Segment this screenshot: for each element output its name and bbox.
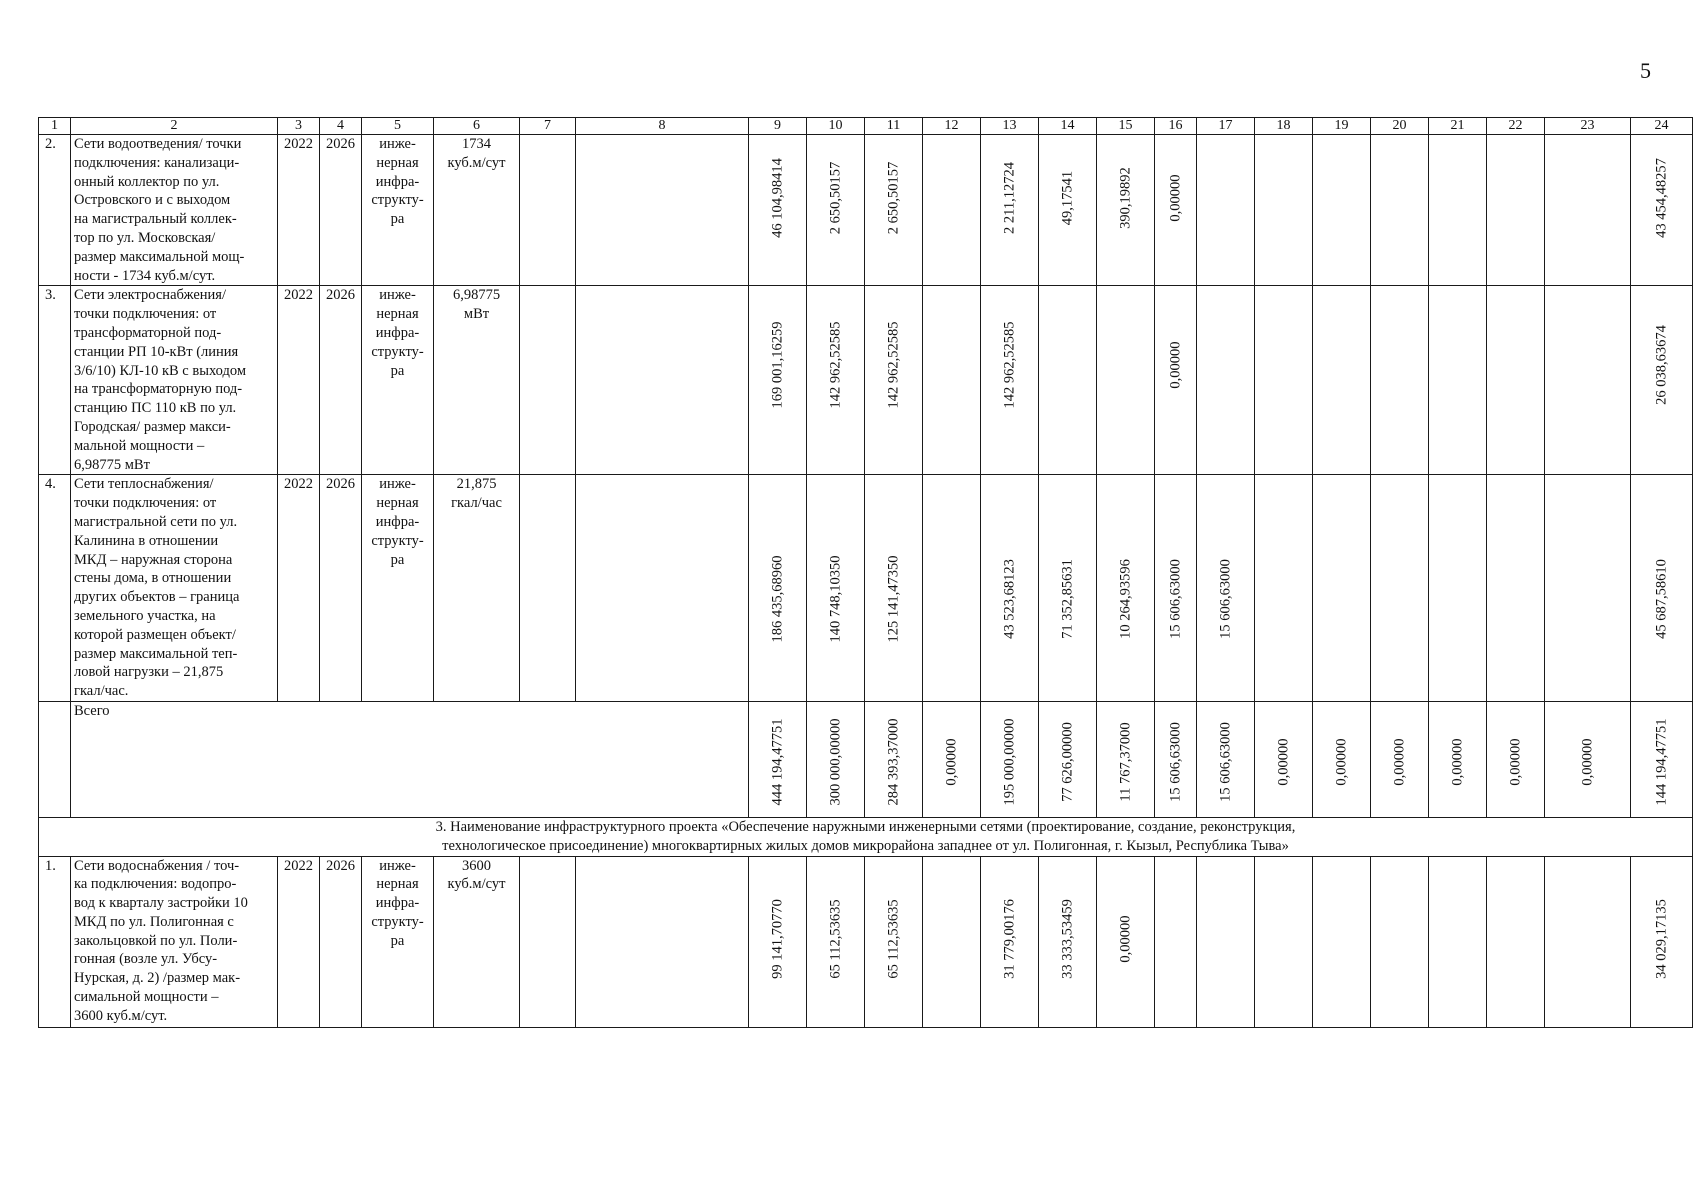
value-cell-14 [1039,856,1097,1027]
value-text: 65 112,53635 [827,898,844,979]
value-cell-13 [981,856,1039,1027]
value-text: 65 112,53635 [885,898,902,979]
capacity-line: куб.м/сут [447,154,506,171]
value-cell-10 [807,135,865,286]
capacity [434,135,520,286]
header-cell-18: 18 [1255,118,1313,135]
object-name-line: гонная (возле ул. Убсу- [74,951,218,968]
value-cell-23 [1545,856,1631,1027]
value-cell-19 [1313,475,1371,702]
object-name [71,856,278,1027]
value-text: 2 650,50157 [827,161,844,235]
total-value-text: 284 393,37000 [885,718,902,806]
infrastructure-type-line: инже- [379,857,416,874]
header-cell-15: 15 [1097,118,1155,135]
value-cell-10 [807,475,865,702]
data-row [39,856,1693,1027]
value-text: 43 523,68123 [1001,559,1018,640]
year-end: 2026 [320,856,362,1027]
total-value-cell-12 [923,701,981,817]
infrastructure-type-line: инфра- [375,895,420,912]
header-cell-17: 17 [1197,118,1255,135]
value-cell-21 [1429,286,1487,475]
value-cell-19 [1313,286,1371,475]
total-value-text: 144 194,47751 [1653,718,1670,806]
value-text: 142 962,52585 [1001,321,1018,409]
object-name-line: 6,98775 мВт [74,456,150,473]
infrastructure-table [38,117,1693,1028]
infrastructure-type-line: нерная [376,495,419,512]
col-8-cell [576,856,749,1027]
value-cell-9 [749,475,807,702]
value-cell-12 [923,475,981,702]
value-cell-24 [1631,475,1693,702]
infrastructure-type-line: структу- [371,192,424,209]
total-value-text: 0,00000 [1579,738,1596,786]
value-cell-19 [1313,135,1371,286]
object-name-line: земельного участка, на [74,607,216,624]
capacity [434,856,520,1027]
header-cell-11: 11 [865,118,923,135]
year-start: 2022 [278,475,320,702]
total-value-cell-15 [1097,701,1155,817]
row-number: 3. [39,286,71,475]
object-name [71,286,278,475]
value-text: 15 606,63000 [1167,559,1184,640]
value-cell-9 [749,286,807,475]
total-value-cell-23 [1545,701,1631,817]
value-cell-11 [865,135,923,286]
object-name-line: магистральной сети по ул. [74,513,238,530]
row-number: 2. [39,135,71,286]
object-name-line: ка подключения: водопро- [74,876,237,893]
total-value-cell-24 [1631,701,1693,817]
object-name [71,135,278,286]
object-name-line: Сети водоотведения/ точки [74,136,242,152]
total-value-cell-20 [1371,701,1429,817]
value-cell-20 [1371,856,1429,1027]
year-start: 2022 [278,856,320,1027]
object-name-line: размер максимальной мощ- [74,248,245,265]
value-text: 33 333,53459 [1059,898,1076,979]
value-text: 15 606,63000 [1217,559,1234,640]
value-cell-17 [1197,135,1255,286]
infrastructure-type-line: инфра- [375,324,420,341]
object-name-line: вод к кварталу застройки 10 [74,895,248,912]
col-7-cell [520,856,576,1027]
total-value-text: 15 606,63000 [1217,722,1234,802]
object-name-line: других объектов – граница [74,589,240,606]
value-cell-12 [923,135,981,286]
value-cell-19 [1313,856,1371,1027]
header-cell-4: 4 [320,118,362,135]
capacity-line: 6,98775 [452,287,501,304]
header-cell-5: 5 [362,118,434,135]
value-text: 71 352,85631 [1059,559,1076,640]
header-cell-24: 24 [1631,118,1693,135]
header-cell-8: 8 [576,118,749,135]
infrastructure-type-line: нерная [376,306,419,323]
object-name-line: точки подключения: от [74,495,217,512]
object-name-line: Сети теплоснабжения/ [74,476,214,493]
header-cell-10: 10 [807,118,865,135]
infrastructure-type [362,856,434,1027]
object-name-line: МКД по ул. Полигонная с [74,913,234,930]
capacity [434,286,520,475]
value-text: 49,17541 [1059,170,1076,226]
object-name-line: Островского и с выходом [74,192,231,209]
total-value-text: 15 606,63000 [1167,722,1184,802]
value-text: 31 779,00176 [1001,898,1018,979]
header-cell-3: 3 [278,118,320,135]
value-cell-13 [981,135,1039,286]
value-cell-23 [1545,286,1631,475]
object-name-line: на трансформаторную под- [74,381,243,398]
value-cell-22 [1487,856,1545,1027]
infrastructure-type-line: ра [390,362,405,379]
object-name-line: 3/6/10) КЛ-10 кВ с выходом [74,362,247,379]
section-heading [39,817,1693,856]
total-value-text: 0,00000 [1507,738,1524,786]
header-cell-6: 6 [434,118,520,135]
value-cell-11 [865,475,923,702]
total-value-cell-21 [1429,701,1487,817]
year-start: 2022 [278,286,320,475]
value-cell-10 [807,286,865,475]
year-end: 2026 [320,286,362,475]
capacity-line: куб.м/сут [447,876,506,893]
value-cell-22 [1487,475,1545,702]
infrastructure-type-line: инфра- [375,173,420,190]
table-body [39,118,1693,1028]
total-row [39,701,1693,817]
value-cell-18 [1255,856,1313,1027]
object-name-line: размер максимальной теп- [74,645,238,662]
object-name-line: стены дома, в отношении [74,570,232,587]
total-value-text: 0,00000 [1391,738,1408,786]
data-row [39,286,1693,475]
value-text: 125 141,47350 [885,555,902,643]
value-cell-23 [1545,475,1631,702]
value-cell-13 [981,286,1039,475]
value-text: 390,19892 [1117,167,1134,229]
value-cell-24 [1631,286,1693,475]
header-cell-20: 20 [1371,118,1429,135]
header-cell-16: 16 [1155,118,1197,135]
year-end: 2026 [320,475,362,702]
section-heading-line: 3. Наименование инфраструктурного проекта «Обеспечение наружными инженерными сетями (проектирование, создание, реконструкция, [435,818,1296,835]
value-cell-18 [1255,475,1313,702]
object-name-line: 3600 куб.м/сут. [74,1007,168,1024]
object-name-line: закольцовкой по ул. Поли- [74,932,238,949]
value-cell-16 [1155,286,1197,475]
value-text: 45 687,58610 [1653,559,1670,640]
value-cell-9 [749,135,807,286]
infrastructure-type-line: ра [390,932,405,949]
infrastructure-type-line: нерная [376,876,419,893]
col-7-cell [520,475,576,702]
header-cell-19: 19 [1313,118,1371,135]
value-text: 0,00000 [1167,341,1184,389]
year-end: 2026 [320,135,362,286]
object-name-line: ности - 1734 куб.м/сут. [74,267,216,284]
value-text: 26 038,63674 [1653,325,1670,406]
capacity [434,475,520,702]
infrastructure-type-line: инфра- [375,513,420,530]
infrastructure-type-line: структу- [371,343,424,360]
total-label: Всего [71,701,749,817]
value-cell-10 [807,856,865,1027]
total-value-cell-13 [981,701,1039,817]
section-heading-line: технологическое присоединение) многоквартирных жилых домов микрорайона западнее от ул. Полигонная, г. Кызыл, Республика Тыва» [442,837,1289,854]
header-cell-13: 13 [981,118,1039,135]
value-text: 43 454,48257 [1653,158,1670,238]
year-start: 2022 [278,135,320,286]
total-value-text: 0,00000 [1333,738,1350,786]
total-value-cell-19 [1313,701,1371,817]
row-number: 1. [39,856,71,1027]
object-name-line: ловой нагрузки – 21,875 [74,664,224,681]
infrastructure-type [362,475,434,702]
col-8-cell [576,286,749,475]
value-cell-17 [1197,475,1255,702]
capacity-line: 21,875 [456,476,497,493]
object-name-line: точки подключения: от [74,306,217,323]
value-cell-14 [1039,475,1097,702]
total-value-cell-18 [1255,701,1313,817]
col-8-cell [576,475,749,702]
infrastructure-type-line: ра [390,211,405,228]
value-cell-20 [1371,135,1429,286]
total-value-cell-10 [807,701,865,817]
total-value-cell-22 [1487,701,1545,817]
value-cell-24 [1631,856,1693,1027]
value-text: 99 141,70770 [769,898,786,979]
total-value-text: 0,00000 [1449,738,1466,786]
object-name-line: МКД – наружная сторона [74,551,233,568]
object-name-line: Городская/ размер макси- [74,418,231,435]
total-num-cell [39,701,71,817]
object-name-line: симальной мощности – [74,989,219,1006]
value-cell-15 [1097,286,1155,475]
header-cell-21: 21 [1429,118,1487,135]
total-value-text: 300 000,00000 [827,718,844,806]
value-text: 2 211,12724 [1001,162,1018,234]
object-name-line: станции РП 10-кВт (линия [74,343,239,360]
total-value-cell-11 [865,701,923,817]
value-text: 142 962,52585 [885,321,902,409]
header-cell-7: 7 [520,118,576,135]
value-cell-22 [1487,286,1545,475]
value-text: 142 962,52585 [827,321,844,409]
value-text: 34 029,17135 [1653,898,1670,979]
object-name-line: на магистральный коллек- [74,211,237,228]
total-value-text: 11 767,37000 [1117,722,1134,802]
object-name-line: Сети водоснабжения / точ- [74,857,240,874]
total-value-cell-14 [1039,701,1097,817]
col-8-cell [576,135,749,286]
header-cell-14: 14 [1039,118,1097,135]
data-row [39,475,1693,702]
page-number: 5 [1640,58,1651,83]
header-cell-22: 22 [1487,118,1545,135]
object-name-line: Сети электроснабжения/ [74,287,226,304]
capacity-line: 3600 [462,857,491,874]
capacity-line: мВт [463,306,490,323]
value-cell-20 [1371,286,1429,475]
object-name-line: онный коллектор по ул. [74,173,220,190]
total-value-text: 0,00000 [943,738,960,786]
value-cell-14 [1039,286,1097,475]
value-cell-18 [1255,286,1313,475]
value-text: 186 435,68960 [769,555,786,643]
value-cell-16 [1155,475,1197,702]
data-row [39,135,1693,286]
infrastructure-type-line: нерная [376,154,419,171]
capacity-line: 1734 [462,136,491,152]
value-text: 46 104,98414 [769,158,786,238]
total-value-cell-16 [1155,701,1197,817]
section-row [39,817,1693,856]
infrastructure-type [362,135,434,286]
total-value-cell-9 [749,701,807,817]
total-value-text: 195 000,00000 [1001,718,1018,806]
capacity-line: гкал/час [451,495,502,512]
value-cell-24 [1631,135,1693,286]
infrastructure-type-line: структу- [371,532,424,549]
object-name-line: Нурская, д. 2) /размер мак- [74,970,241,987]
infrastructure-type-line: инже- [379,136,416,152]
object-name-line: мальной мощности – [74,437,205,454]
value-cell-16 [1155,856,1197,1027]
infrastructure-type-line: инже- [379,287,416,304]
col-7-cell [520,286,576,475]
value-cell-23 [1545,135,1631,286]
value-cell-9 [749,856,807,1027]
header-cell-12: 12 [923,118,981,135]
object-name-line: подключения: канализаци- [74,154,240,171]
value-cell-16 [1155,135,1197,286]
value-cell-13 [981,475,1039,702]
value-cell-15 [1097,135,1155,286]
object-name-line: гкал/час. [74,683,129,700]
value-cell-21 [1429,135,1487,286]
total-value-text: 0,00000 [1275,738,1292,786]
object-name-line: Калинина в отношении [74,532,219,549]
col-7-cell [520,135,576,286]
value-text: 0,00000 [1167,174,1184,222]
value-cell-17 [1197,286,1255,475]
header-cell-2: 2 [71,118,278,135]
infrastructure-type-line: структу- [371,913,424,930]
object-name-line: станцию ПС 110 кВ по ул. [74,400,237,417]
value-text: 169 001,16259 [769,321,786,409]
value-cell-18 [1255,135,1313,286]
header-cell-23: 23 [1545,118,1631,135]
value-cell-15 [1097,856,1155,1027]
value-cell-22 [1487,135,1545,286]
value-cell-14 [1039,135,1097,286]
header-cell-9: 9 [749,118,807,135]
object-name [71,475,278,702]
object-name-line: трансформаторной под- [74,324,222,341]
infrastructure-type-line: инже- [379,476,416,493]
object-name-line: которой размещен объект/ [74,626,236,643]
value-cell-17 [1197,856,1255,1027]
value-cell-21 [1429,856,1487,1027]
value-cell-21 [1429,475,1487,702]
total-value-cell-17 [1197,701,1255,817]
object-name-line: тор по ул. Московская/ [74,229,216,246]
header-cell-1: 1 [39,118,71,135]
value-cell-15 [1097,475,1155,702]
value-cell-11 [865,856,923,1027]
value-text: 0,00000 [1117,914,1134,963]
value-cell-20 [1371,475,1429,702]
value-text: 10 264,93596 [1117,559,1134,640]
infrastructure-type-line: ра [390,551,405,568]
value-text: 2 650,50157 [885,161,902,235]
value-text: 140 748,10350 [827,555,844,643]
infrastructure-type [362,286,434,475]
row-number: 4. [39,475,71,702]
value-cell-12 [923,856,981,1027]
value-cell-11 [865,286,923,475]
value-cell-12 [923,286,981,475]
total-value-text: 444 194,47751 [769,718,786,806]
header-row [39,118,1693,135]
total-value-text: 77 626,00000 [1059,722,1076,802]
